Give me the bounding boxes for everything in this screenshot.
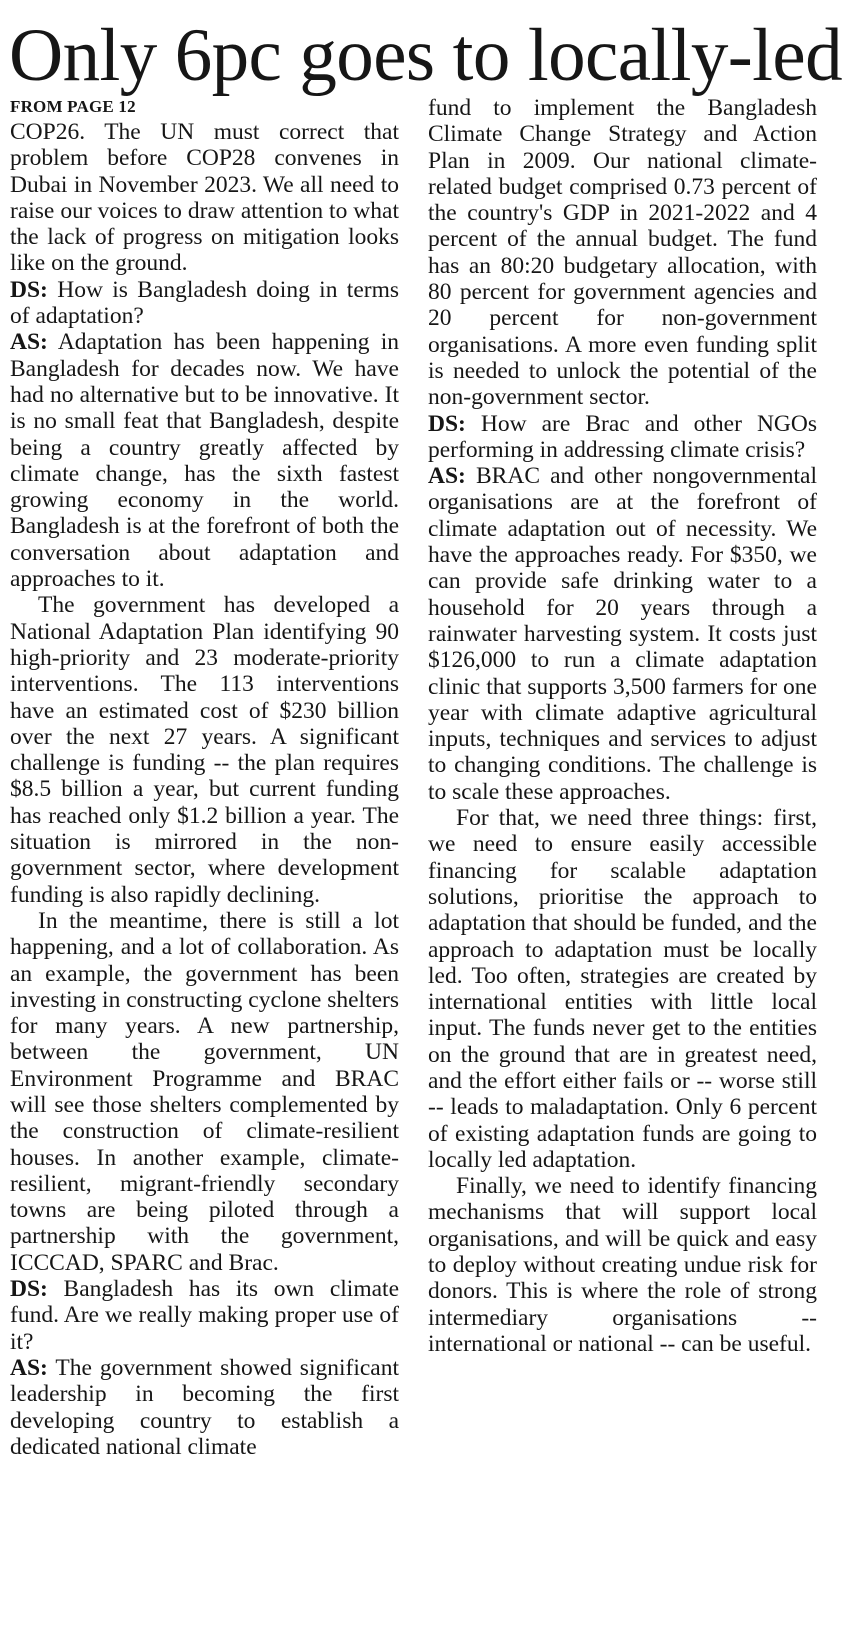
question-text: How is Bangladesh doing in terms of adaptation?: [10, 276, 400, 330]
speaker-label-ds: DS:: [428, 410, 466, 437]
paragraph: [10, 592, 399, 908]
paragraph: [428, 95, 817, 411]
question-paragraph: [10, 1276, 399, 1355]
left-column: [10, 95, 399, 1460]
question-text: How are Brac and other NGOs performing in addressing climate crisis?: [428, 410, 818, 463]
jump-line: FROM PAGE 12: [10, 97, 136, 116]
speaker-label-as: AS:: [10, 1354, 48, 1381]
paragraph-text: Finally, we need to identify financing mechanisms that will support local organisations, and will be quick and easy to deploy without creating undue risk for donors. This is where the role of strong intermediary organisations -- international or national -- can be useful.: [428, 1173, 817, 1357]
answer-paragraph: [428, 463, 817, 805]
answer-paragraph: [10, 1355, 399, 1460]
question-text: Bangladesh has its own climate fund. Are we really making proper use of it?: [10, 1276, 399, 1355]
paragraph-text: The government has developed a National Adaptation Plan identifying 90 high-priority and 23 moderate-priority interventions. The 113 interventions have an estimated cost of $230 billion over the next 27 years. A significant challenge is funding -- the plan requires $8.5 billion a year, but current funding has reached only $1.2 billion a year. The situation is mirrored in the non-government sector, where development funding is also rapidly declining.: [10, 592, 399, 908]
right-column: [428, 95, 817, 1357]
paragraph: [10, 908, 399, 1276]
paragraph-text: COP26. The UN must correct that problem before COP28 convenes in Dubai in November 2023. We all need to raise our voices to draw attention to what the lack of progress on mitigation looks like on the ground.: [10, 119, 399, 277]
answer-text: The government showed significant leadership in becoming the first developing country to establish a dedicated national climate: [10, 1354, 400, 1460]
headline: Only 6pc goes to locally-led: [9, 14, 842, 97]
answer-text: BRAC and other nongovernmental organisations are at the forefront of climate adaptation out of necessity. We have the approaches ready. For $350, we can provide safe drinking water to a household for 20 years through a rainwater harvesting system. It costs just $126,000 to run a climate adaptation clinic that supports 3,500 farmers for one year with climate adaptive agricultural inputs, techniques and services to adjust to changing conditions. The challenge is to scale these approaches.: [428, 463, 818, 805]
speaker-label-ds: DS:: [10, 276, 48, 303]
speaker-label-ds: DS:: [10, 1276, 48, 1303]
speaker-label-as: AS:: [10, 329, 48, 356]
question-paragraph: [10, 277, 399, 330]
paragraph: [10, 119, 399, 277]
answer-paragraph: [10, 329, 399, 592]
paragraph-text: fund to implement the Bangladesh Climate Change Strategy and Action Plan in 2009. Our national climate-related budget comprised 0.73 percent of the country's GDP in 2021-2022 and 4 percent of the annual budget. The fund has an 80:20 budgetary allocation, with 80 percent for government agencies and 20 percent for non-government organisations. A more even funding split is needed to unlock the potential of the non-government sector.: [428, 95, 817, 411]
paragraph: [428, 1173, 817, 1357]
paragraph-text: For that, we need three things: first, we need to ensure easily accessible financing for scalable adaptation solutions, prioritise the approach to adaptation that should be funded, and the approach to adaptation must be locally led. Too often, strategies are created by international entities with little local input. The funds never get to the entities on the ground that are in greatest need, and the effort either fails or -- worse still -- leads to maladaptation. Only 6 percent of existing adaptation funds are going to locally led adaptation.: [428, 805, 817, 1173]
speaker-label-as: AS:: [428, 463, 466, 490]
question-paragraph: [428, 411, 817, 464]
paragraph-text: In the meantime, there is still a lot happening, and a lot of collaboration. As an example, the government has been investing in constructing cyclone shelters for many years. A new partnership, between the government, UN Environment Programme and BRAC will see those shelters complemented by the construction of climate-resilient houses. In another example, climate-resilient, migrant-friendly secondary towns are being piloted through a partnership with the government, ICCCAD, SPARC and Brac.: [10, 907, 399, 1276]
paragraph: [428, 805, 817, 1173]
answer-text: Adaptation has been happening in Bangladesh for decades now. We have had no alternative but to be innovative. It is no small feat that Bangladesh, despite being a country greatly affected by climate change, has the sixth fastest growing economy in the world. Bangladesh is at the forefront of both the conversation about adaptation and approaches to it.: [10, 329, 399, 593]
